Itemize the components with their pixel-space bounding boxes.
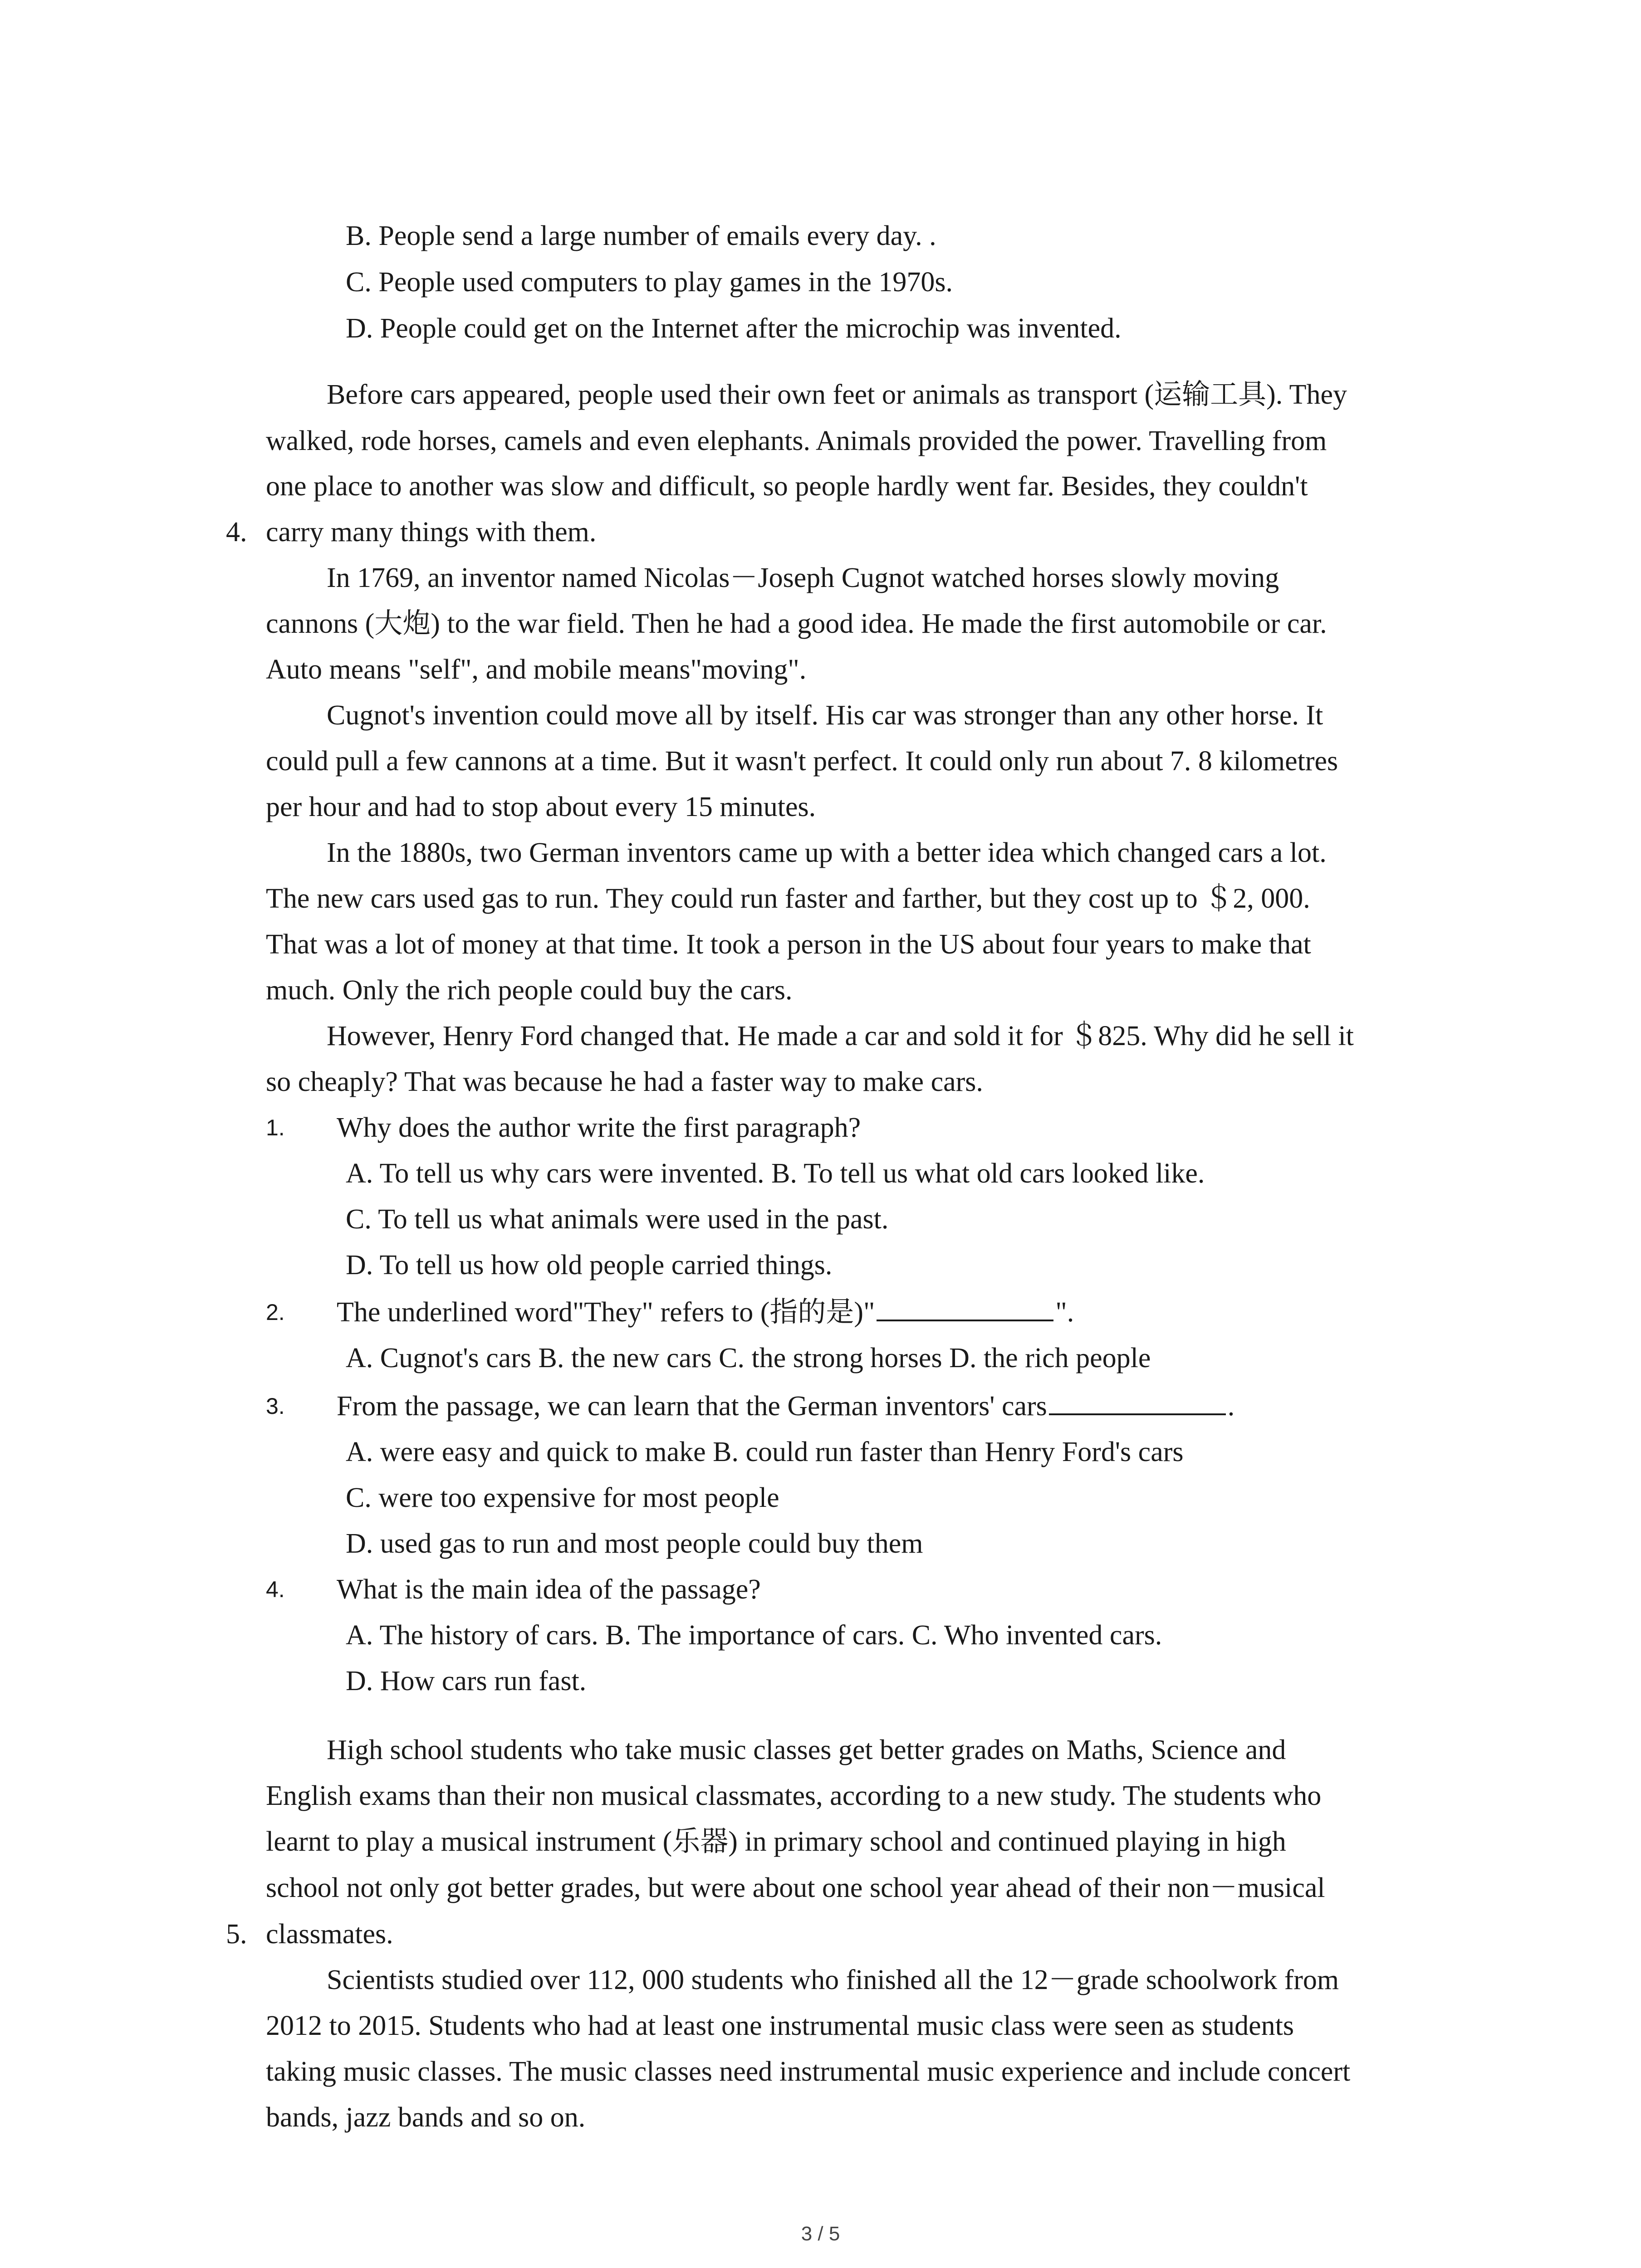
passage-line: school not only got better grades, but were about one school year ahead of their non－musical [266,1872,1325,1903]
passage-line: carry many things with them. [266,517,597,547]
passage-line: Auto means "self", and mobile means"moving". [266,654,807,685]
option-line: A. Cugnot's cars B. the new cars C. the strong horses D. the rich people [346,1343,1151,1374]
passage-line: walked, rode horses, camels and even elephants. Animals provided the power. Travelling from [266,425,1327,456]
question-number: 2. [266,1300,285,1325]
option-line: A. The history of cars. B. The importance of cars. C. Who invented cars. [346,1620,1162,1651]
passage-line: bands, jazz bands and so on. [266,2102,586,2133]
passage-line: taking music classes. The music classes need instrumental music experience and include concert [266,2056,1351,2087]
passage-line: Cugnot's invention could move all by itself. His car was stronger than any other horse. It [327,700,1323,731]
passage-line: per hour and had to stop about every 15 minutes. [266,792,816,822]
page-number: 3 / 5 [801,2223,840,2245]
passage-line: English exams than their non musical classmates, according to a new study. The students who [266,1780,1322,1811]
option-line: D. used gas to run and most people could buy them [346,1528,923,1559]
passage-number: 5. [226,1919,247,1950]
option-line: D. To tell us how old people carried things. [346,1250,833,1281]
option-line: B. People send a large number of emails every day. . [346,220,936,251]
passage-line: classmates. [266,1919,393,1950]
passage-line: could pull a few cannons at a time. But it wasn't perfect. It could only run about 7. 8 kilometres [266,746,1338,777]
question-stem: What is the main idea of the passage? [337,1574,761,1605]
option-line: C. To tell us what animals were used in the past. [346,1204,889,1235]
passage-line: cannons (大炮) to the war field. Then he had a good idea. He made the first automobile or car. [266,608,1327,639]
question-number: 4. [266,1577,285,1602]
passage-line: That was a lot of money at that time. It took a person in the US about four years to make that [266,929,1311,960]
option-line: C. were too expensive for most people [346,1482,779,1513]
passage-line: Before cars appeared, people used their own feet or animals as transport (运输工具). They [327,379,1347,410]
question-stem-after: ". [1055,1297,1074,1328]
question-stem-before: The underlined word"They" refers to (指的是)" [337,1297,875,1328]
option-line: D. People could get on the Internet after the microchip was invented. [346,313,1122,344]
question-stem: Why does the author write the first paragraph? [337,1112,861,1143]
question-stem-before: From the passage, we can learn that the German inventors' cars [337,1391,1047,1422]
passage-line: In the 1880s, two German inventors came up with a better idea which changed cars a lot. [327,837,1327,868]
passage-line: 2012 to 2015. Students who had at least one instrumental music class were seen as students [266,2010,1294,2041]
passage-line: Scientists studied over 112, 000 students who finished all the 12－grade schoolwork from [327,1965,1339,1995]
option-line: A. were easy and quick to make B. could run faster than Henry Ford's cars [346,1437,1184,1467]
question-stem-after: . [1227,1391,1235,1422]
question-number: 3. [266,1393,285,1419]
answer-blank [877,1294,1053,1321]
passage-line: In 1769, an inventor named Nicolas－Joseph Cugnot watched horses slowly moving [327,562,1279,593]
passage-number: 4. [226,517,247,547]
passage-line: learnt to play a musical instrument (乐器) in primary school and continued playing in high [266,1826,1286,1857]
passage-line: However, Henry Ford changed that. He made a car and sold it for ＄825. Why did he sell it [327,1021,1354,1051]
answer-blank [1049,1388,1226,1415]
question-number: 1. [266,1115,285,1140]
passage-line: High school students who take music classes get better grades on Maths, Science and [327,1735,1286,1765]
option-line: D. How cars run fast. [346,1666,587,1696]
passage-line: much. Only the rich people could buy the cars. [266,975,793,1006]
question-stem [337,1383,1234,1429]
question-stem [337,1290,1074,1335]
passage-line: The new cars used gas to run. They could run faster and farther, but they cost up to ＄2, 000. [266,883,1310,914]
passage-line: so cheaply? That was because he had a faster way to make cars. [266,1066,983,1097]
option-line: A. To tell us why cars were invented. B. To tell us what old cars looked like. [346,1158,1205,1189]
passage-line: one place to another was slow and difficult, so people hardly went far. Besides, they couldn't [266,471,1308,502]
option-line: C. People used computers to play games in the 1970s. [346,267,953,298]
